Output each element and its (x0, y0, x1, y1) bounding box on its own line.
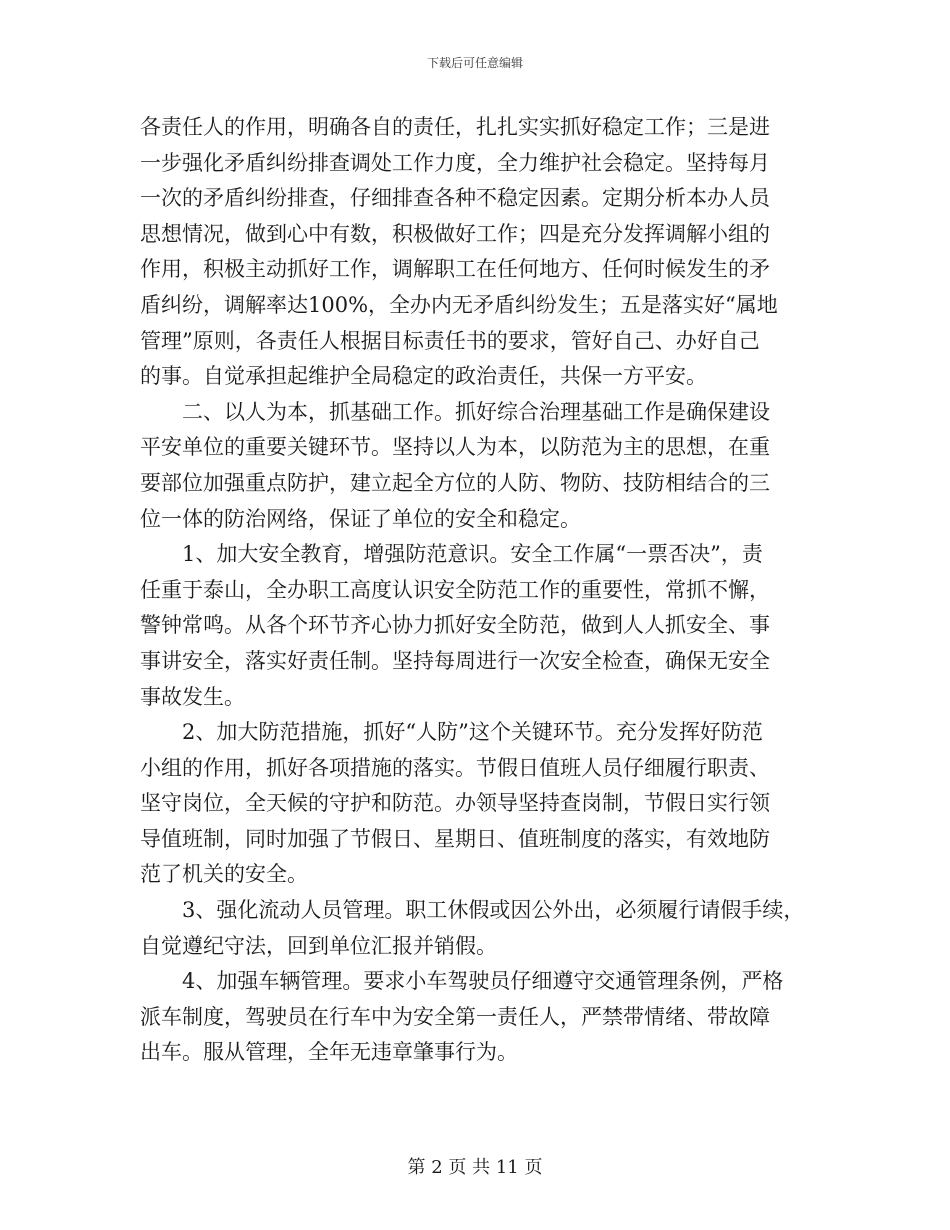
body-line: 任重于泰山，全办职工高度认识安全防范工作的重要性，常抓不懈， (140, 577, 770, 602)
body-line: 坚守岗位，全天候的守护和防范。办领导坚持查岗制，节假日实行领 (140, 791, 770, 816)
body-line: 事故发生。 (140, 684, 245, 709)
body-line: 事讲安全，落实好责任制。坚持每周进行一次安全检查，确保无安全 (140, 648, 770, 673)
body-line: 各责任人的作用，明确各自的责任，扎扎实实抓好稳定工作；三是进 (140, 115, 770, 139)
item-heading-line: 3、强化流动人员管理。职工休假或因公外出，必须履行请假手续， (140, 898, 805, 923)
body-line: 一次的矛盾纠纷排查，仔细排查各种不稳定因素。定期分析本办人员 (140, 186, 770, 211)
body-line: 位一体的防治网络，保证了单位的安全和稳定。 (140, 506, 581, 531)
section-heading-line: 二、以人为本，抓基础工作。抓好综合治理基础工作是确保建设 (140, 399, 770, 424)
page-number-footer: 第 2 页 共 11 页 (407, 1157, 543, 1178)
body-line: 范了机关的安全。 (140, 862, 308, 887)
body-line: 一步强化矛盾纠纷排查调处工作力度，全力维护社会稳定。坚持每月 (140, 150, 770, 175)
page-header: 下载后可任意编辑 (426, 56, 523, 70)
item-heading-line: 1、加大安全教育，增强防范意识。安全工作属“一票否决”，责 (140, 542, 763, 567)
body-line: 平安单位的重要关键环节。坚持以人为本，以防范为主的思想，在重 (140, 435, 770, 460)
item-heading-line: 2、加大防范措施，抓好“人防”这个关键环节。充分发挥好防范 (140, 720, 763, 745)
body-line: 出车。服从管理，全年无违章肇事行为。 (140, 1040, 518, 1065)
body-line: 管理”原则，各责任人根据目标责任书的要求，管好自己、办好自己 (140, 328, 760, 353)
body-line: 自觉遵纪守法，回到单位汇报并销假。 (140, 933, 497, 958)
body-line: 作用，积极主动抓好工作，调解职工在任何地方、任何时候发生的矛 (140, 257, 770, 282)
body-line: 小组的作用，抓好各项措施的落实。节假日值班人员仔细履行职责、 (140, 755, 770, 780)
body-line: 警钟常鸣。从各个环节齐心协力抓好安全防范，做到人人抓安全、事 (140, 613, 770, 638)
body-line: 的事。自觉承担起维护全局稳定的政治责任，共保一方平安。 (140, 364, 707, 389)
item-heading-line: 4、加强车辆管理。要求小车驾驶员仔细遵守交通管理条例，严格 (140, 969, 784, 994)
body-line: 思想情况，做到心中有数，积极做好工作；四是充分发挥调解小组的 (140, 221, 770, 246)
body-line: 要部位加强重点防护，建立起全方位的人防、物防、技防相结合的三 (140, 470, 770, 495)
document-body (140, 110, 820, 1071)
body-line: 派车制度，驾驶员在行车中为安全第一责任人，严禁带情绪、带故障 (140, 1004, 770, 1029)
body-line: 盾纠纷，调解率达100%，全办内无矛盾纠纷发生；五是落实好“属地 (140, 292, 778, 317)
body-line: 导值班制，同时加强了节假日、星期日、值班制度的落实，有效地防 (140, 826, 770, 851)
